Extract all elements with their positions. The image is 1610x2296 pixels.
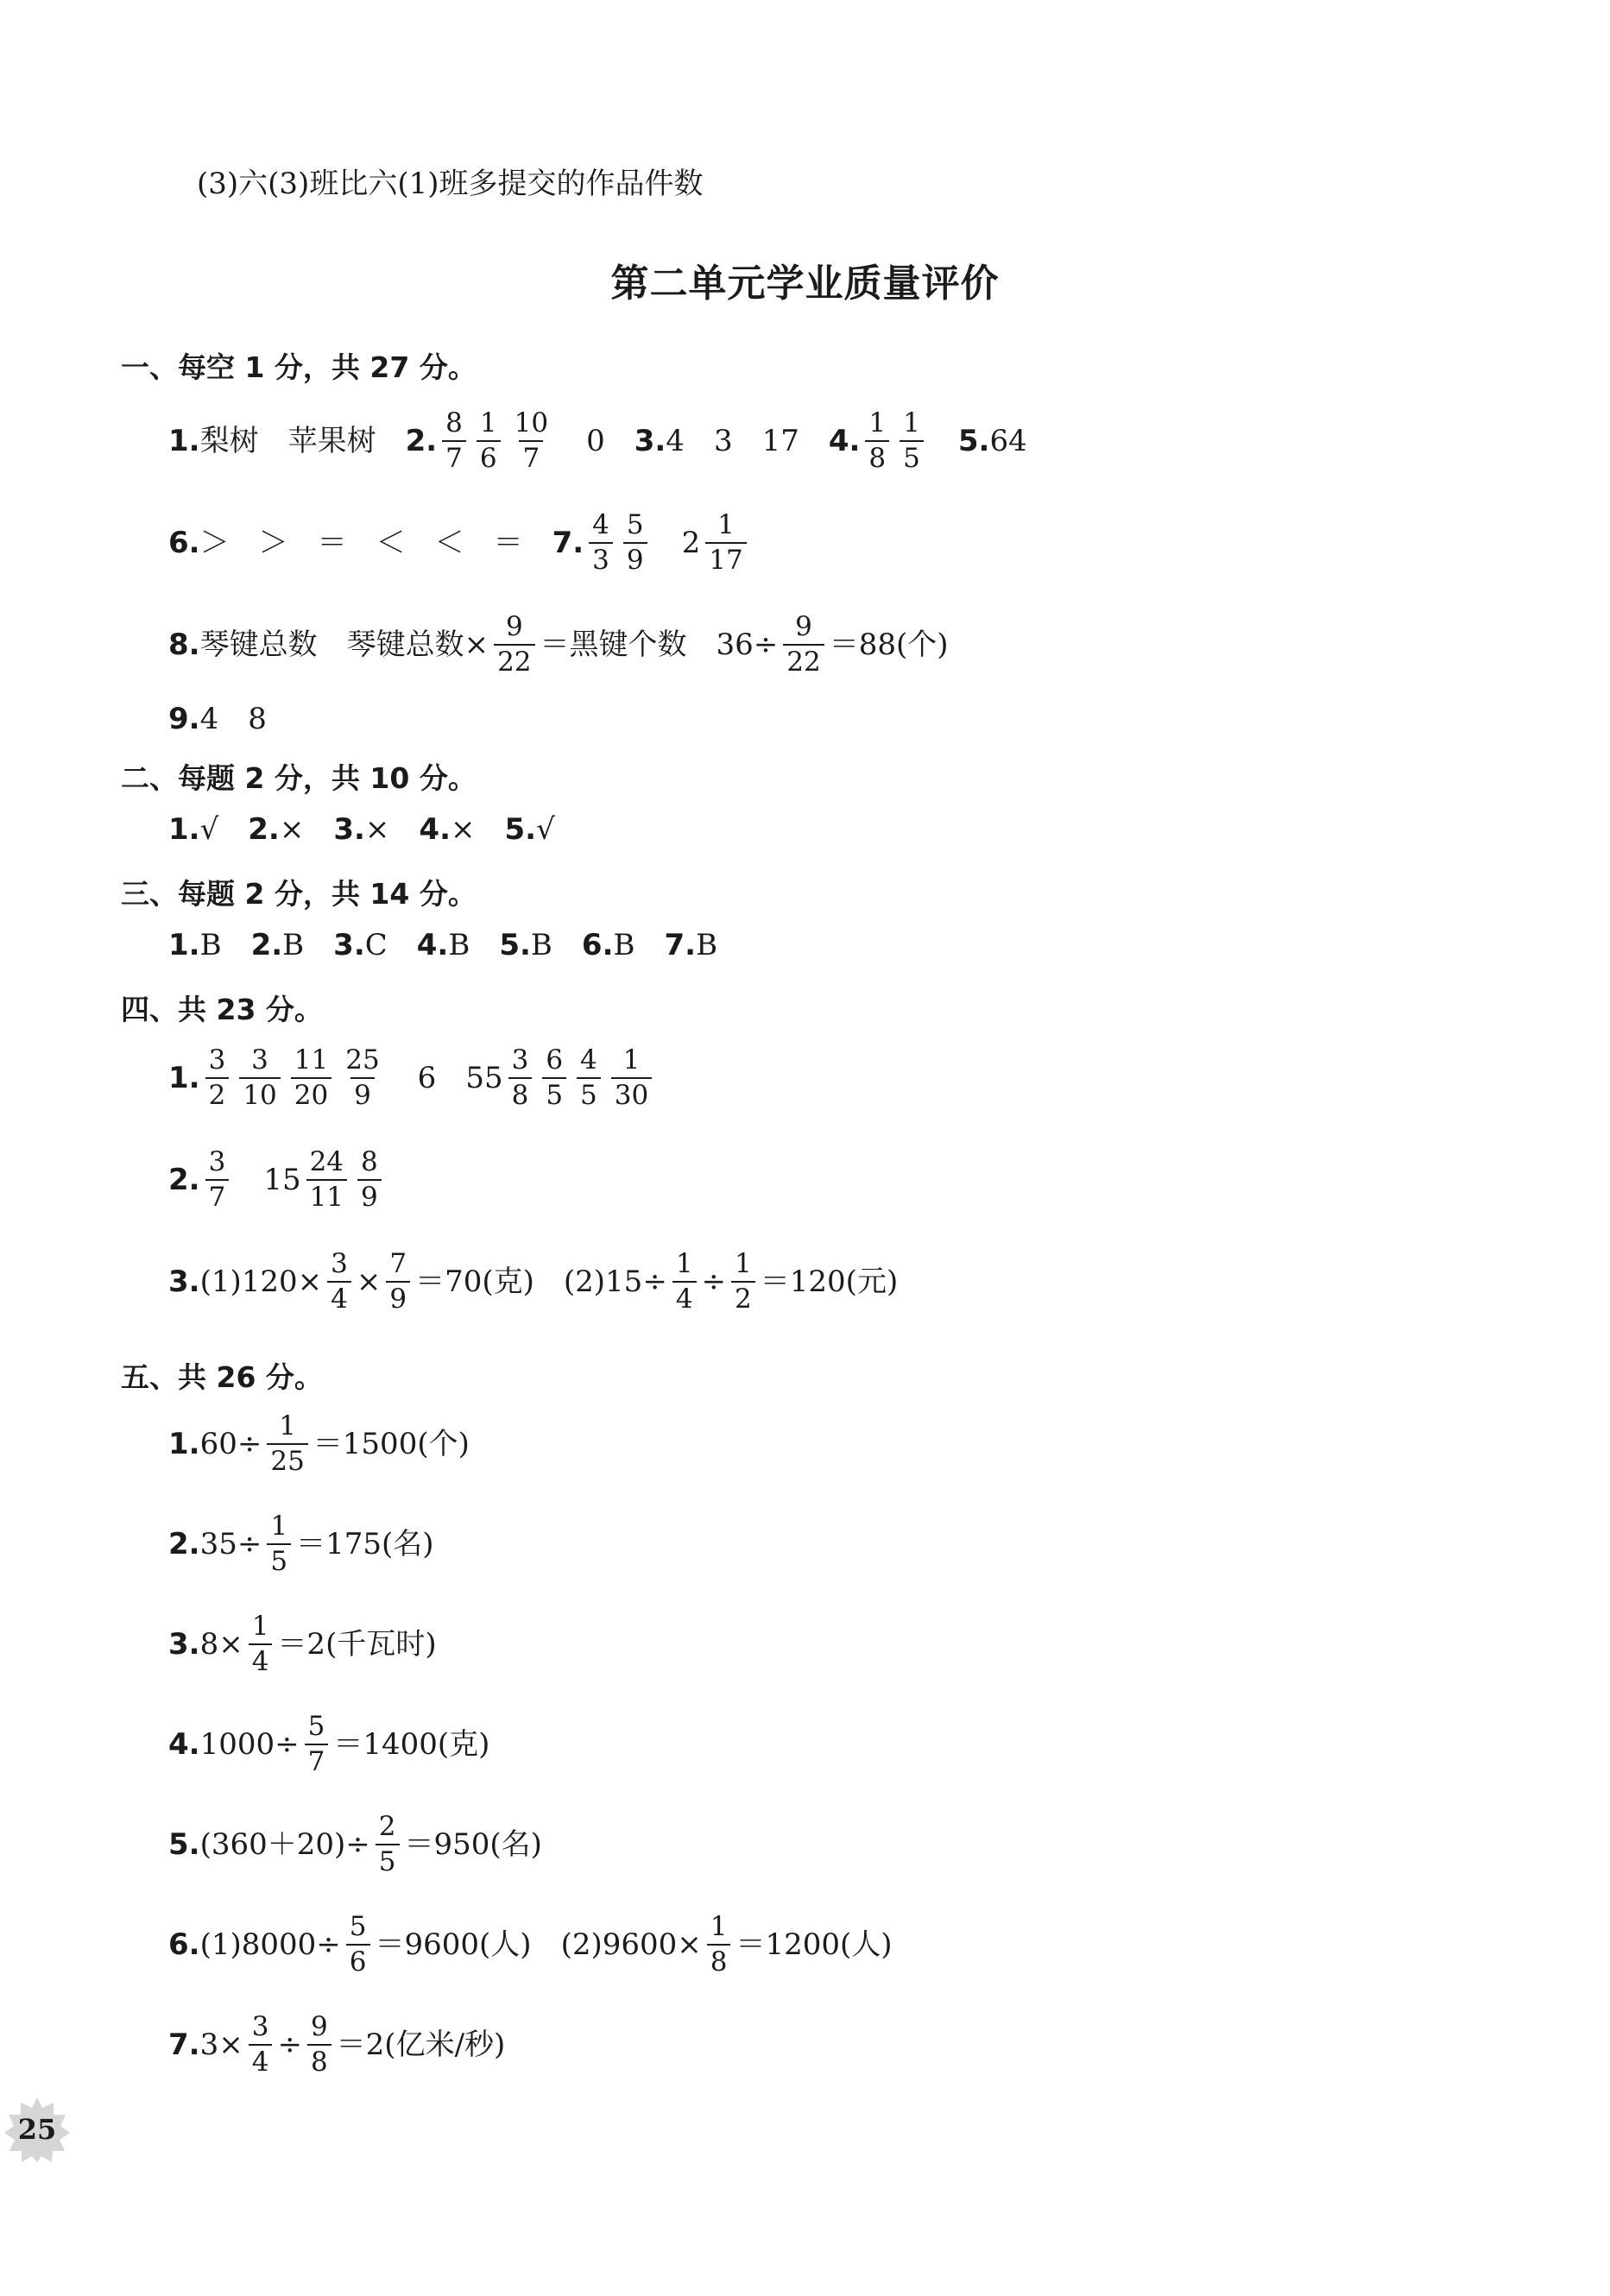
q-number: 6. xyxy=(168,1927,200,1962)
answer-item: 5.B xyxy=(499,928,552,962)
answer-item: 1.√ xyxy=(168,812,219,847)
fraction: $\frac{3}{8}$ xyxy=(508,1046,533,1109)
comparison-sign: ＜ xyxy=(376,525,406,560)
answer-item: 3.× xyxy=(333,812,390,847)
fraction: $\frac{1}{25}$ xyxy=(267,1412,307,1475)
answer: 0 xyxy=(586,423,605,458)
answer: ＝175(名) xyxy=(296,1526,434,1561)
answer: ＝70(克) xyxy=(415,1264,534,1299)
answer: 3× xyxy=(199,2027,243,2062)
answer-item: 7.B xyxy=(664,928,718,962)
fraction: $\frac{1}{8}$ xyxy=(865,409,889,472)
answer: ＝2(千瓦时) xyxy=(277,1626,437,1662)
answer: ＝黑键个数 xyxy=(540,627,687,662)
answer: (2)9600× xyxy=(560,1927,702,1962)
q-number: 5. xyxy=(168,1826,200,1862)
answer-item: 1.B xyxy=(168,928,222,962)
answer: (2)15÷ xyxy=(563,1264,667,1299)
s5-line-4 xyxy=(168,1713,489,1776)
answer: 4 xyxy=(199,702,219,736)
fraction: $\frac{6}{5}$ xyxy=(542,1046,566,1109)
q-number: 2. xyxy=(168,1162,200,1197)
answer: 60÷ xyxy=(199,1426,262,1461)
answer: 8× xyxy=(199,1626,243,1662)
fraction: $\frac{1}{6}$ xyxy=(477,409,501,472)
fraction: $\frac{7}{9}$ xyxy=(386,1250,410,1313)
s5-line-2 xyxy=(168,1512,434,1575)
s5-line-6 xyxy=(168,1913,893,1976)
q-number: 3. xyxy=(168,1264,200,1299)
fraction: $\frac{9}{22}$ xyxy=(494,613,534,676)
answer-item: 4.× xyxy=(419,812,476,847)
q-number: 7. xyxy=(168,2027,200,2062)
answer: (1)8000÷ xyxy=(199,1927,341,1962)
section-3-heading: 三、每题 2 分，共 14 分。 xyxy=(121,877,477,911)
answer: 苹果树 xyxy=(287,423,376,458)
fraction: $\frac{3}{4}$ xyxy=(327,1250,351,1313)
answer: 2 xyxy=(681,525,701,560)
fraction: $\frac{1}{5}$ xyxy=(267,1512,291,1575)
section-4-heading: 四、共 23 分。 xyxy=(121,993,323,1026)
answer: 55 xyxy=(465,1060,503,1095)
answer: 15 xyxy=(263,1162,301,1197)
answer: 36÷ xyxy=(716,627,779,662)
s4-line-2 xyxy=(168,1148,387,1211)
s1-line-1 xyxy=(168,409,1027,472)
answer: ＝950(名) xyxy=(404,1826,542,1862)
answer-item: 4.B xyxy=(416,928,470,962)
answer-item: 3.C xyxy=(333,928,388,962)
s5-line-5 xyxy=(168,1813,542,1876)
fraction: $\frac{3}{10}$ xyxy=(239,1046,280,1109)
fraction: $\frac{10}{7}$ xyxy=(514,407,549,474)
fraction: $\frac{1}{5}$ xyxy=(900,409,924,472)
answer: 4 xyxy=(666,423,685,458)
fraction: $\frac{8}{9}$ xyxy=(357,1148,382,1211)
fraction: $\frac{2}{5}$ xyxy=(376,1813,400,1876)
comparison-sign: ＜ xyxy=(434,525,464,560)
answer: ＝2(亿米/秒) xyxy=(336,2027,506,2062)
comparison-sign: ＝ xyxy=(317,525,347,560)
q-number: 3. xyxy=(168,1626,200,1662)
q-number: 3. xyxy=(634,423,666,458)
s5-line-7 xyxy=(168,2013,505,2076)
q-number: 2. xyxy=(168,1526,200,1561)
answer-item: 5.√ xyxy=(504,812,555,847)
fraction: $\frac{3}{2}$ xyxy=(205,1046,230,1109)
q-number: 6. xyxy=(168,525,200,560)
answer: × xyxy=(356,1264,382,1299)
s5-line-1 xyxy=(168,1412,470,1475)
fraction: $\frac{8}{7}$ xyxy=(442,409,466,472)
fraction: $\frac{25}{9}$ xyxy=(345,1044,380,1111)
answer: 3 xyxy=(713,423,733,458)
s5-line-3 xyxy=(168,1612,437,1675)
q-number: 4. xyxy=(168,1726,200,1762)
section-5-heading: 五、共 26 分。 xyxy=(121,1360,323,1394)
page-number-badge xyxy=(3,2096,71,2163)
answer: ＝9600(人) xyxy=(375,1927,532,1962)
fraction: $\frac{3}{7}$ xyxy=(205,1148,230,1211)
answer: 64 xyxy=(989,423,1027,458)
answer-item: 6.B xyxy=(581,928,635,962)
s1-line-2 xyxy=(168,511,752,574)
fraction: $\frac{1}{4}$ xyxy=(249,1612,273,1675)
fraction: $\frac{3}{4}$ xyxy=(249,2013,273,2076)
s4-line-1 xyxy=(168,1046,657,1109)
comparison-sign: ＞ xyxy=(258,525,288,560)
answer: ＝1200(人) xyxy=(736,1927,893,1962)
fraction: $\frac{9}{8}$ xyxy=(307,2013,331,2076)
q-number: 8. xyxy=(168,627,200,662)
answer: ÷ xyxy=(701,1264,727,1299)
s1-line-4 xyxy=(168,704,267,734)
answer: 6 xyxy=(417,1060,437,1095)
fraction: $\frac{24}{11}$ xyxy=(306,1148,347,1211)
page-number: 25 xyxy=(17,2113,57,2146)
fraction: $\frac{1}{30}$ xyxy=(611,1046,652,1109)
comparison-sign: ＝ xyxy=(493,525,523,560)
s1-line-3 xyxy=(168,613,949,676)
fraction: $\frac{1}{4}$ xyxy=(672,1250,697,1313)
answer: 8 xyxy=(248,702,267,736)
answer: (1)120× xyxy=(199,1264,323,1299)
fraction: $\frac{4}{5}$ xyxy=(577,1046,601,1109)
q-number: 1. xyxy=(168,1426,200,1461)
fraction: $\frac{1}{17}$ xyxy=(705,511,746,574)
s4-line-3 xyxy=(168,1250,898,1313)
s2-answers xyxy=(168,812,555,847)
answer: 1000÷ xyxy=(199,1726,300,1762)
fraction: $\frac{11}{20}$ xyxy=(291,1046,331,1109)
answer: ＝1400(克) xyxy=(333,1726,490,1762)
fraction: $\frac{5}{7}$ xyxy=(305,1713,329,1776)
answer: 琴键总数 xyxy=(199,627,318,662)
answer: (360＋20)÷ xyxy=(199,1826,370,1862)
answer: 35÷ xyxy=(199,1526,262,1561)
answer: ＝120(元) xyxy=(760,1264,899,1299)
answer-item: 2.B xyxy=(250,928,305,962)
answer: ＝88(个) xyxy=(829,627,949,662)
q-number: 9. xyxy=(168,702,200,736)
section-2-heading: 二、每题 2 分，共 10 分。 xyxy=(121,761,477,795)
answer: 梨树 xyxy=(199,423,259,458)
q-number: 4. xyxy=(828,423,861,458)
q-number: 5. xyxy=(957,423,990,458)
section-1-heading: 一、每空 1 分，共 27 分。 xyxy=(121,350,477,384)
intro-line: (3)六(3)班比六(1)班多提交的作品件数 xyxy=(197,167,704,201)
fraction: $\frac{5}{6}$ xyxy=(346,1913,370,1976)
fraction: $\frac{5}{9}$ xyxy=(623,511,647,574)
fraction: $\frac{1}{2}$ xyxy=(731,1250,755,1313)
s3-answers xyxy=(168,930,717,960)
q-number: 2. xyxy=(405,423,438,458)
page-title: 第二单元学业质量评价 xyxy=(610,262,1000,306)
fraction: $\frac{9}{22}$ xyxy=(783,613,824,676)
answer: 琴键总数× xyxy=(346,627,489,662)
q-number: 1. xyxy=(168,1060,200,1095)
answer: ÷ xyxy=(277,2027,302,2062)
answer: 17 xyxy=(761,423,799,458)
fraction: $\frac{1}{8}$ xyxy=(707,1913,731,1976)
q-number: 7. xyxy=(552,525,584,560)
comparison-sign: ＞ xyxy=(199,525,230,560)
answer: ＝1500(个) xyxy=(313,1426,470,1461)
answer-item: 2.× xyxy=(248,812,305,847)
q-number: 1. xyxy=(168,423,200,458)
fraction: $\frac{4}{3}$ xyxy=(589,511,613,574)
